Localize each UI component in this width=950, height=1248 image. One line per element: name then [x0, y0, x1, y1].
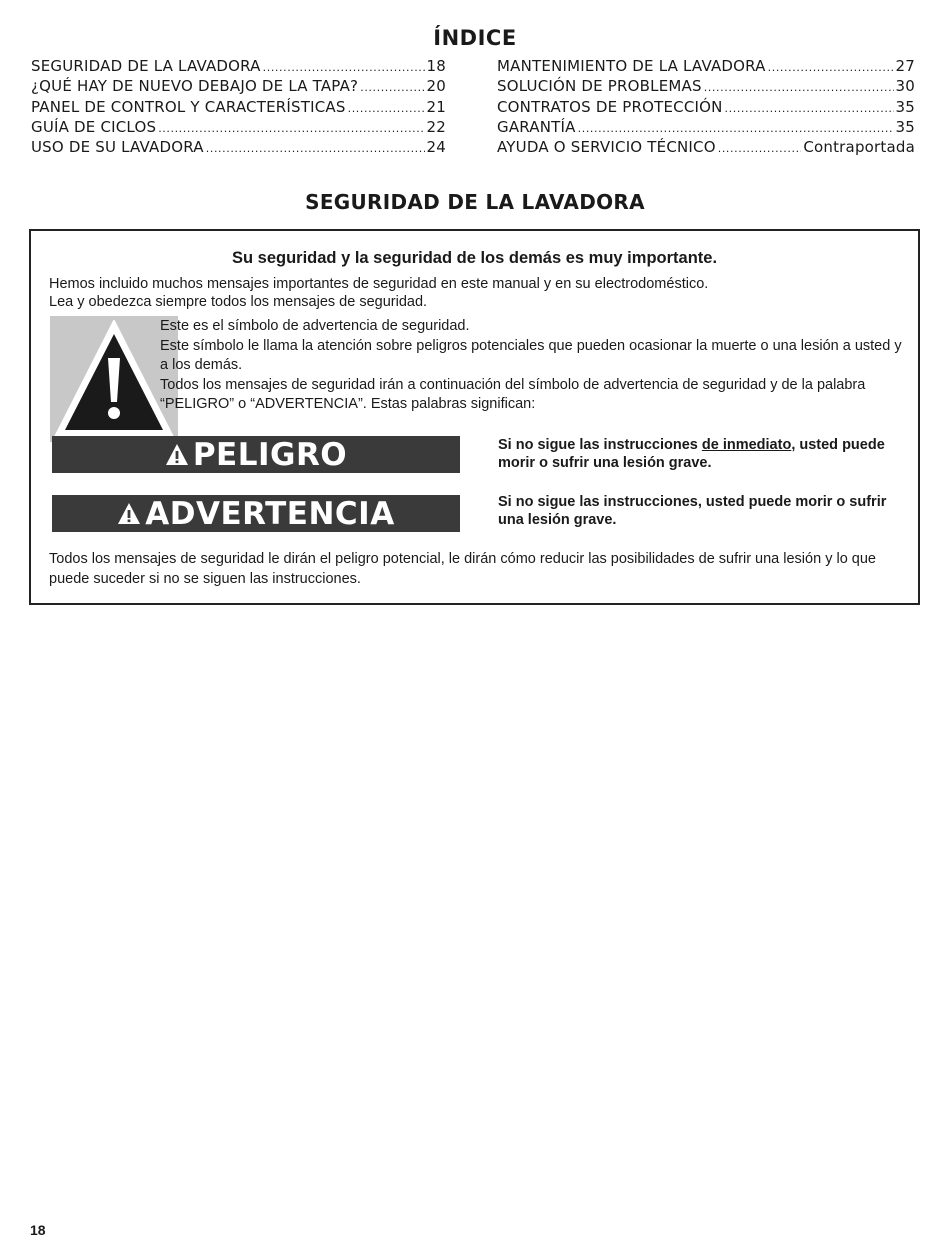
- advertencia-signal-word: [52, 495, 460, 532]
- toc-item[interactable]: [497, 98, 915, 118]
- toc-item-label: CONTRATOS DE PROTECCIÓN: [497, 97, 723, 116]
- toc-leader: [578, 119, 894, 138]
- toc-item-label: AYUDA O SERVICIO TÉCNICO: [497, 138, 716, 157]
- toc-item[interactable]: [31, 138, 446, 158]
- advertencia-label: ADVERTENCIA: [145, 495, 395, 532]
- safety-box: [29, 229, 920, 605]
- peligro-def-start: Si no sigue las instrucciones: [498, 437, 702, 453]
- toc-item-label: SEGURIDAD DE LA LAVADORA: [31, 57, 261, 75]
- toc-leader: [718, 139, 802, 158]
- toc-item[interactable]: [497, 118, 915, 138]
- toc-item-page: 35: [895, 117, 915, 136]
- toc-item-page: 27: [895, 57, 915, 75]
- toc-item-label: GUÍA DE CICLOS: [31, 117, 157, 136]
- alert-triangle-icon: [117, 502, 141, 526]
- peligro-signal-word: [52, 436, 460, 473]
- alert-triangle-icon: [165, 443, 189, 467]
- toc-leader: [348, 99, 425, 118]
- toc-item[interactable]: [497, 138, 915, 158]
- toc-right-column: [497, 57, 915, 158]
- safety-heading: Su seguridad y la seguridad de los demás es muy importante.: [231, 249, 718, 267]
- safety-closing-text: Todos los mensajes de seguridad le dirán el peligro potencial, le dirán cómo reducir las posibilidades de sufrir una lesión y lo que puede suceder si no se siguen las instrucciones.: [49, 551, 876, 587]
- toc-item-page: 21: [426, 97, 446, 116]
- safety-intro: [49, 275, 708, 311]
- toc-item-label: USO DE SU LAVADORA: [31, 138, 204, 157]
- warning-triangle-icon: [50, 316, 178, 442]
- toc-item[interactable]: [497, 77, 915, 97]
- toc-item-label: GARANTÍA: [497, 117, 576, 136]
- symbol-text-line: Este símbolo le llama la atención sobre peligros potenciales que pueden ocasionar la muerte o una lesión a usted y a los demás.: [160, 337, 902, 373]
- toc-item-label: MANTENIMIENTO DE LA LAVADORA: [497, 57, 766, 75]
- advertencia-definition: Si no sigue las instrucciones, usted puede morir o sufrir una lesión grave.: [498, 494, 887, 528]
- symbol-explanation: [160, 317, 905, 415]
- toc-item-label: PANEL DE CONTROL Y CARACTERÍSTICAS: [31, 97, 346, 116]
- toc-item-label: SOLUCIÓN DE PROBLEMAS: [497, 77, 702, 96]
- toc-item[interactable]: [31, 98, 446, 118]
- toc-item-page: Contraportada: [803, 138, 915, 157]
- toc-item[interactable]: [497, 57, 915, 77]
- toc-left-column: [31, 57, 446, 158]
- peligro-definition: [498, 436, 908, 472]
- peligro-def-end: , usted puede morir o sufrir una lesión grave.: [498, 437, 885, 471]
- toc-leader: [360, 78, 424, 97]
- toc-item-page: 35: [895, 97, 915, 116]
- intro-line: Lea y obedezca siempre todos los mensajes de seguridad.: [49, 294, 428, 310]
- symbol-text-line: Todos los mensajes de seguridad irán a continuación del símbolo de advertencia de seguridad y de la palabra “PELIGRO” o “ADVERTENCIA”. Estas palabras significan:: [160, 376, 866, 412]
- intro-line: Hemos incluido muchos mensajes importantes de seguridad en este manual y en su electrodoméstico.: [49, 276, 709, 292]
- toc-item[interactable]: [31, 57, 446, 77]
- toc-item-page: 30: [895, 77, 915, 96]
- toc-item-page: 22: [426, 117, 446, 136]
- toc-item-page: 18: [426, 57, 446, 75]
- toc-leader: [263, 58, 425, 77]
- toc-leader: [206, 139, 425, 158]
- symbol-text-line: Este es el símbolo de advertencia de seguridad.: [160, 318, 470, 334]
- index-title: ÍNDICE: [433, 26, 517, 50]
- toc-item[interactable]: [31, 118, 446, 138]
- page-number: 18: [30, 1222, 46, 1238]
- toc-leader: [768, 58, 894, 77]
- toc-leader: [704, 78, 894, 97]
- toc-item-page: 24: [426, 138, 446, 157]
- toc-leader: [158, 119, 424, 138]
- toc-item-page: 20: [426, 77, 446, 96]
- toc-leader: [725, 99, 894, 118]
- peligro-label: PELIGRO: [192, 436, 348, 473]
- peligro-def-underlined: de inmediato: [701, 437, 792, 453]
- toc-item-label: ¿QUÉ HAY DE NUEVO DEBAJO DE LA TAPA?: [31, 77, 359, 96]
- toc-item[interactable]: [31, 77, 446, 97]
- section-title: SEGURIDAD DE LA LAVADORA: [305, 190, 645, 214]
